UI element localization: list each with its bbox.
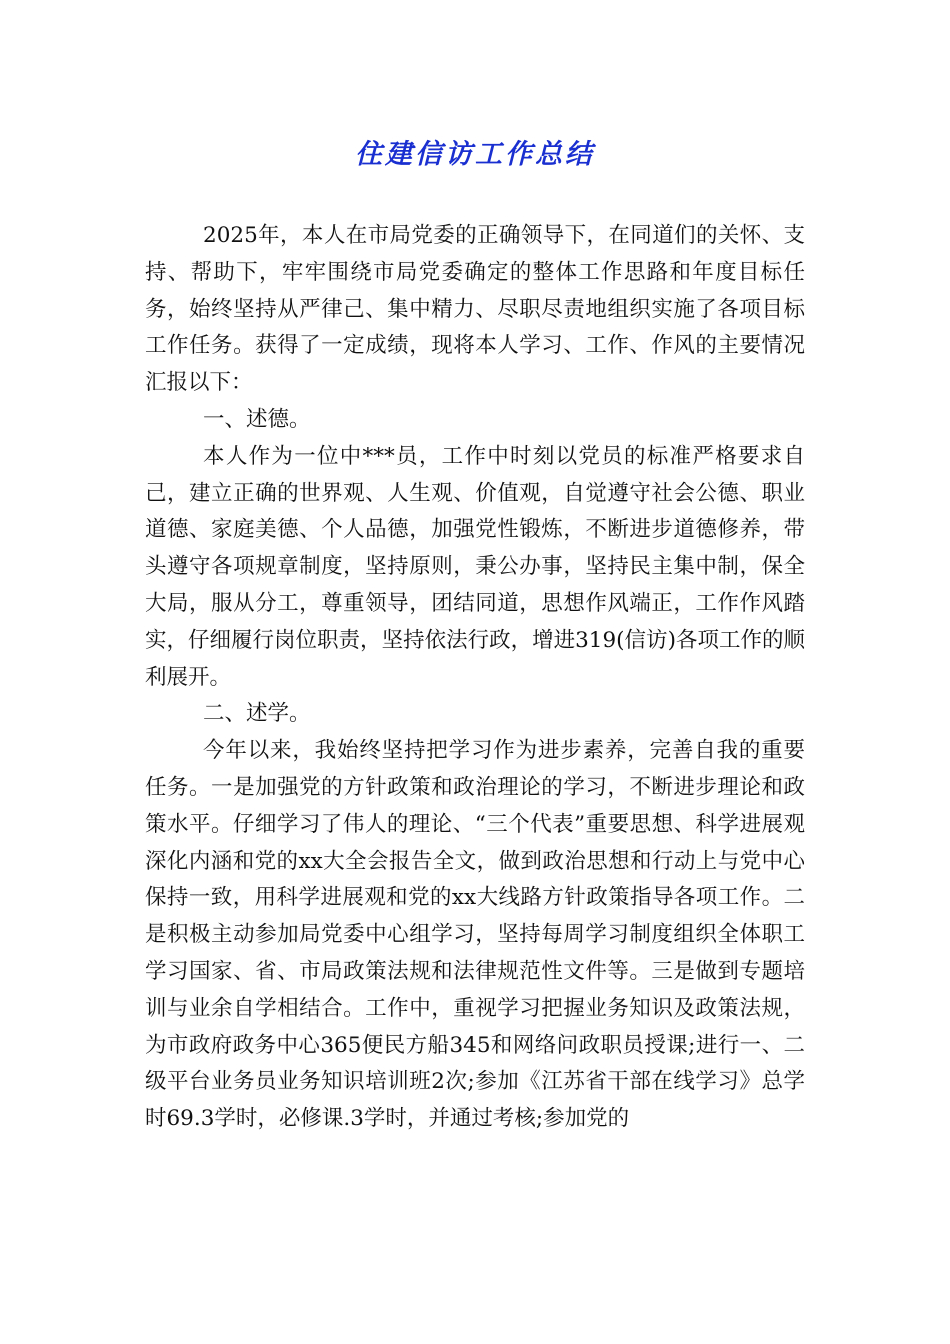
paragraph-morality: 本人作为一位中***员，工作中时刻以党员的标准严格要求自己，建立正确的世界观、人生观、价值观，自觉遵守社会公德、职业道德、家庭美德、个人品德，加强党性锻炼，不断进步道德修养，带头遵守各项规章制度，坚持原则，秉公办事，坚持民主集中制，保全大局，服从分工，尊重领导，团结同道，思想作风端正，工作作风踏实，仔细履行岗位职责，坚持依法行政，增进319(信访)各项工作的顺利展开。 bbox=[145, 443, 805, 690]
paragraph-study: 今年以来，我始终坚持把学习作为进步素养，完善自我的重要任务。一是加强党的方针政策和政治理论的学习，不断进步理论和政策水平。仔细学习了伟人的理论、“三个代表”重要思想、科学进展观深化内涵和党的xx大全会报告全文，做到政治思想和行动上与党中心保持一致，用科学进展观和党的xx大线路方针政策指导各项工作。二是积极主动参加局党委中心组学习，坚持每周学习制度组织全体职工学习国家、省、市局政策法规和法律规范性文件等。三是做到专题培训与业余自学相结合。工作中，重视学习把握业务知识及政策法规，为市政府政务中心365便民方船345和网络问政职员授课;进行一、二级平台业务员业务知识培训班2次;参加《江苏省干部在线学习》总学时69.3学时，必修课.3学时，并通过考核;参加党的 bbox=[145, 738, 805, 1132]
section-heading-study: 二、述学。 bbox=[203, 701, 311, 727]
paragraph-intro: 2025年，本人在市局党委的正确领导下，在同道们的关怀、支持、帮助下，牢牢围绕市局党委确定的整体工作思路和年度目标任务，始终坚持从严律己、集中精力、尽职尽责地组织实施了各项目标工作任务。获得了一定成绩，现将本人学习、工作、作风的主要情况汇报以下： bbox=[145, 223, 805, 396]
document-body bbox=[145, 218, 805, 1138]
document-title: 住建信访工作总结 bbox=[355, 139, 595, 170]
section-heading-morality: 一、述德。 bbox=[203, 406, 311, 432]
